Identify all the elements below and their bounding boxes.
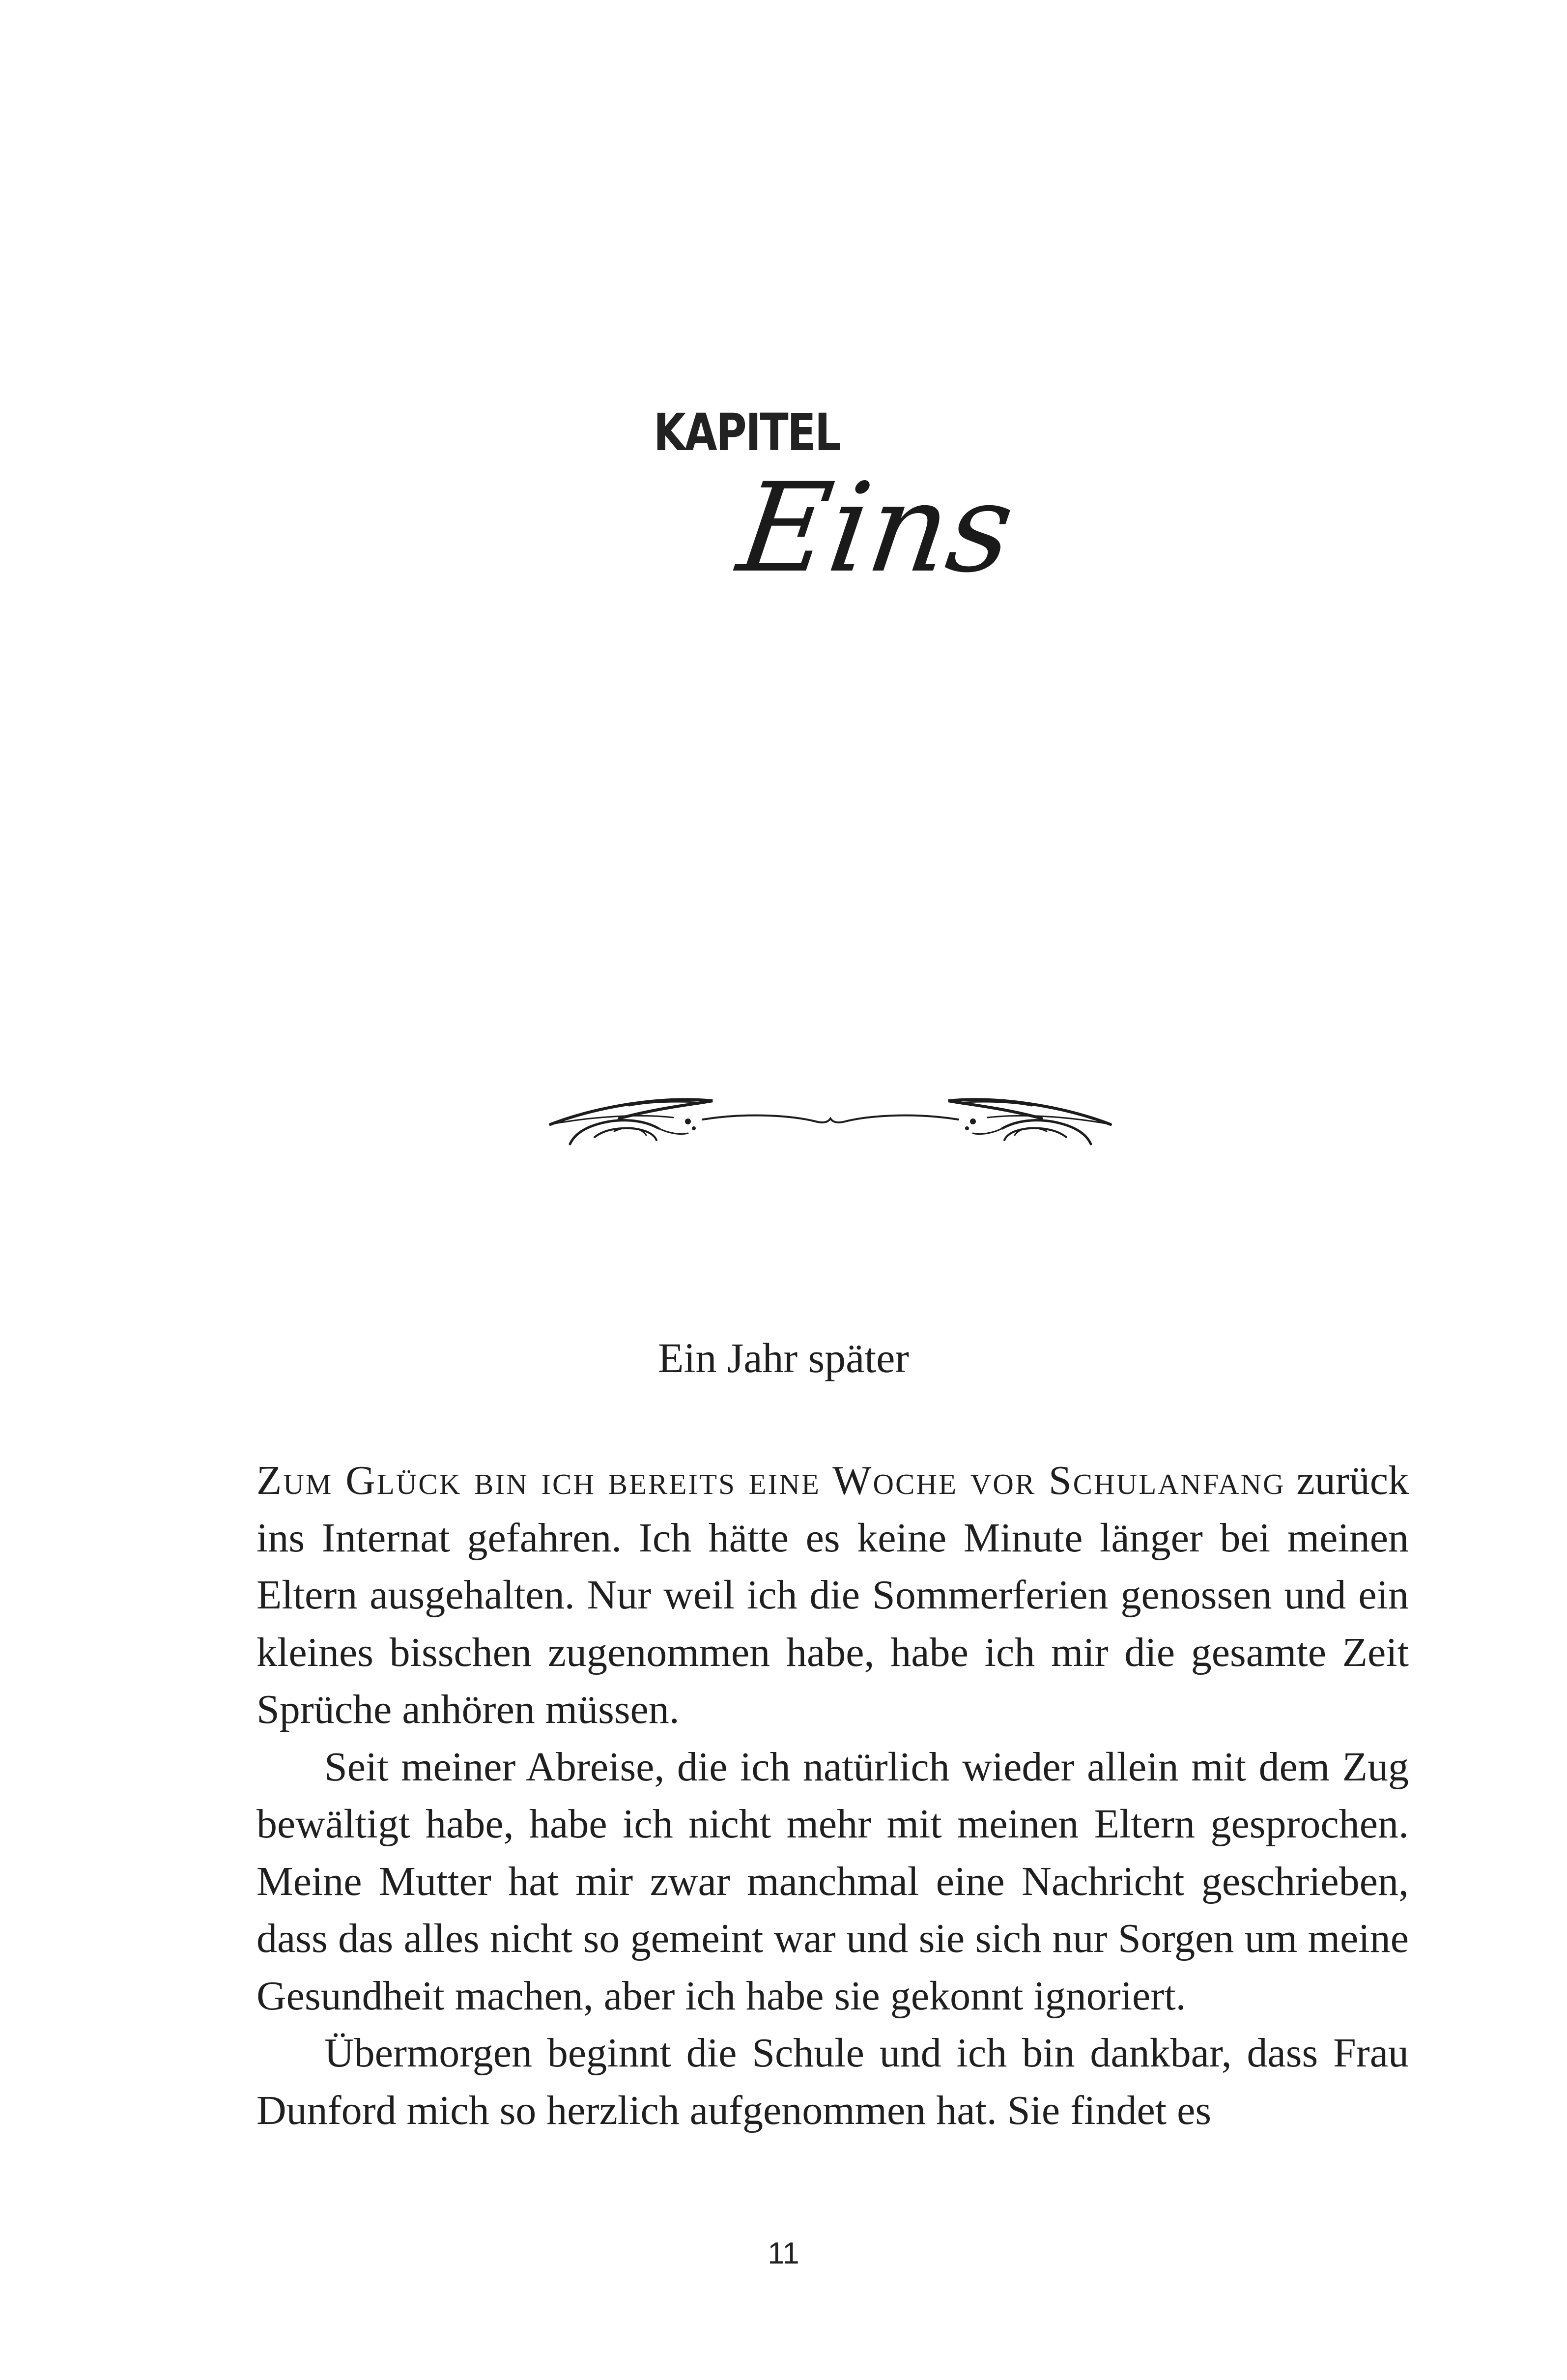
paragraph-2: Seit meiner Abreise, die ich natürlich wieder allein mit dem Zug bewältigt habe, habe ich nicht mehr mit meinen Eltern gesprochen. Meine Mutter hat mir zwar manchmal eine Nachricht geschrieben, dass das alles nicht so gemeint war und sie sich nur Sorgen um meine Gesundheit machen, aber ich habe sie gekonnt ignoriert. (256, 1744, 1409, 2019)
paragraph-1 (256, 1452, 1409, 1739)
chapter-label: KAPITEL (654, 402, 840, 462)
paragraph-text: zurück ins Internat gefahren. Ich hätte es keine Minute länger bei meinen Eltern ausgehalten. Nur weil ich die Sommerferien genossen und ein kleines bisschen zugenommen habe, habe ich mir die gesamte Zeit Sprüche anhören müssen. (256, 1458, 1409, 1732)
flourish-divider-icon (541, 1086, 1120, 1160)
paragraph-lead-in: Zum Glück bin ich bereits eine Woche vor Schulanfang (256, 1458, 1285, 1503)
paragraph-3: Übermorgen beginnt die Schule und ich bin dankbar, dass Frau Dunford mich so herzlich aufgenommen hat. Sie findet es (256, 2030, 1409, 2133)
chapter-subtitle: Ein Jahr später (657, 1334, 910, 1381)
page-number: 11 (768, 2237, 799, 2270)
chapter-body (256, 1452, 1409, 2139)
chapter-title-script: Eins (731, 457, 1022, 600)
